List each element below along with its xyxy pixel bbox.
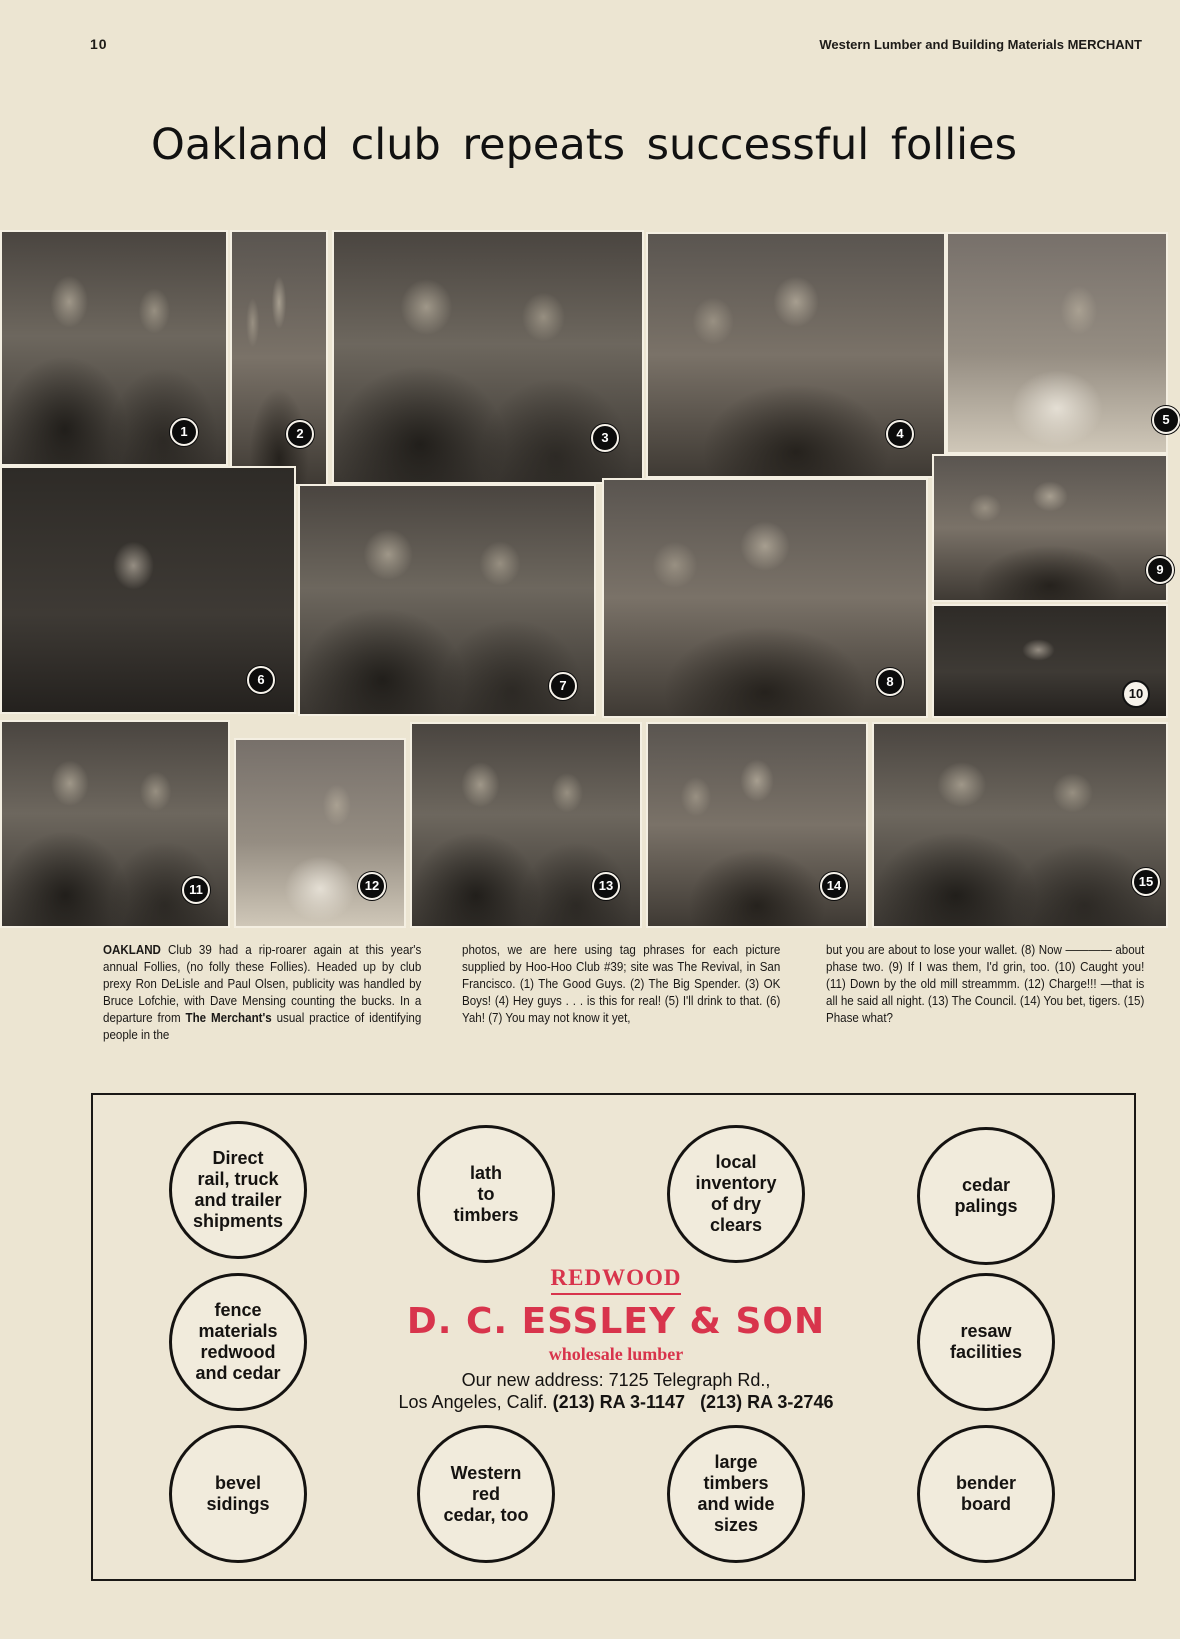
ad-circle-text: local inventory of dry clears <box>695 1152 777 1235</box>
ad-circle <box>917 1273 1055 1411</box>
ad-circle <box>667 1125 805 1263</box>
photo-11 <box>0 720 230 928</box>
photo-number-badge: 6 <box>247 666 275 694</box>
ad-circle-text: bender board <box>955 1473 1016 1514</box>
ad-circle-text: Direct rail, truck and trailer shipments <box>192 1148 284 1231</box>
photo-number-badge: 5 <box>1152 406 1180 434</box>
photo-number-badge: 13 <box>592 872 620 900</box>
photo-number-badge: 9 <box>1146 556 1174 584</box>
ad-circle-text: bevel sidings <box>206 1473 270 1514</box>
caption-lead: OAKLAND <box>103 943 161 957</box>
article-headline: Oakland club repeats successful follies <box>151 120 1017 170</box>
ad-circle-text: fence materials redwood and cedar <box>195 1300 281 1383</box>
photo-8 <box>602 478 928 718</box>
photo-number-badge: 7 <box>549 672 577 700</box>
photo-number-badge: 10 <box>1122 680 1150 708</box>
ad-redwood-label: REDWOOD <box>551 1265 682 1295</box>
photo-number-badge: 1 <box>170 418 198 446</box>
running-header: Western Lumber and Building Materials MERCHANT <box>819 37 1142 52</box>
caption-column-3: but you are about to lose your wallet. (8) Now ———— about phase two. (9) If I was them, I'd grin, too. (10) Caught you! (11) Down by the old mill streammm. (12) Charge!!! —that is all he said all night. (13) The Council. (14) You bet, tigers. (15) Phase what? <box>826 943 1145 1025</box>
ad-circle <box>417 1425 555 1563</box>
photo-6 <box>0 466 296 714</box>
caption-column-2: photos, we are here using tag phrases for each picture supplied by Hoo-Hoo Club #39; site was The Revival, in San Francisco. (1) The Good Guys. (2) The Big Spender. (3) OK Boys! (4) Hey guys . . . is this for real! (5) I'll drink to that. (6) Yah! (7) You may not know it yet, <box>462 943 781 1025</box>
ad-address-line-2 <box>343 1391 889 1413</box>
ad-circle <box>169 1273 307 1411</box>
ad-circle <box>667 1425 805 1563</box>
caption-text: usual practice of identifying people in the <box>103 1011 422 1042</box>
photo-1 <box>0 230 228 466</box>
photo-number-badge: 15 <box>1132 868 1160 896</box>
ad-tagline: wholesale lumber <box>548 1344 684 1364</box>
ad-circle <box>169 1425 307 1563</box>
ad-circle <box>917 1425 1055 1563</box>
photo-10 <box>932 604 1168 718</box>
ad-center-block <box>343 1265 889 1413</box>
page-number: 10 <box>90 36 108 52</box>
photo-number-badge: 8 <box>876 668 904 696</box>
ad-company-name: D. C. ESSLEY & SON <box>406 1301 826 1342</box>
photo-number-badge: 14 <box>820 872 848 900</box>
photo-5 <box>946 232 1168 454</box>
photo-9 <box>932 454 1168 602</box>
photo-2 <box>230 230 328 486</box>
photo-number-badge: 11 <box>182 876 210 904</box>
ad-circle-text: large timbers and wide sizes <box>697 1452 775 1535</box>
ad-circle <box>169 1121 307 1259</box>
ad-phone-2: (213) RA 3-2746 <box>700 1392 834 1412</box>
photo-7 <box>298 484 596 716</box>
ad-address-line-1: Our new address: 7125 Telegraph Rd., <box>461 1370 771 1390</box>
caption-text: Club 39 had a rip-roarer again at this year's annual Follies, (no folly these Follies). Headed up by club prexy Ron DeLisle and Paul Olsen, publicity was handled by Bruce Lofchie, with Dave Mensing counting the bucks. In a departure from <box>103 943 422 1025</box>
ad-address-city: Los Angeles, Calif. <box>398 1392 553 1412</box>
photo-13 <box>410 722 642 928</box>
photo-number-badge: 3 <box>591 424 619 452</box>
photo-12 <box>234 738 406 928</box>
ad-circle <box>417 1125 555 1263</box>
caption-column-1 <box>103 942 421 1044</box>
photo-14 <box>646 722 868 928</box>
photo-3 <box>332 230 644 484</box>
caption-publication-name: The Merchant's <box>185 1011 272 1025</box>
photo-number-badge: 12 <box>358 872 386 900</box>
ad-phone-1: (213) RA 3-1147 <box>552 1392 686 1412</box>
ad-circle-text: resaw facilities <box>949 1321 1023 1362</box>
photo-4 <box>646 232 946 478</box>
photo-number-badge: 4 <box>886 420 914 448</box>
ad-circle-text: lath to timbers <box>453 1162 519 1225</box>
photo-number-badge: 2 <box>286 420 314 448</box>
photo-15 <box>872 722 1168 928</box>
advertisement-box <box>91 1093 1136 1581</box>
ad-circle-text: Western red cedar, too <box>443 1462 529 1525</box>
ad-circle <box>917 1127 1055 1265</box>
ad-circle-text: cedar palings <box>954 1175 1018 1216</box>
